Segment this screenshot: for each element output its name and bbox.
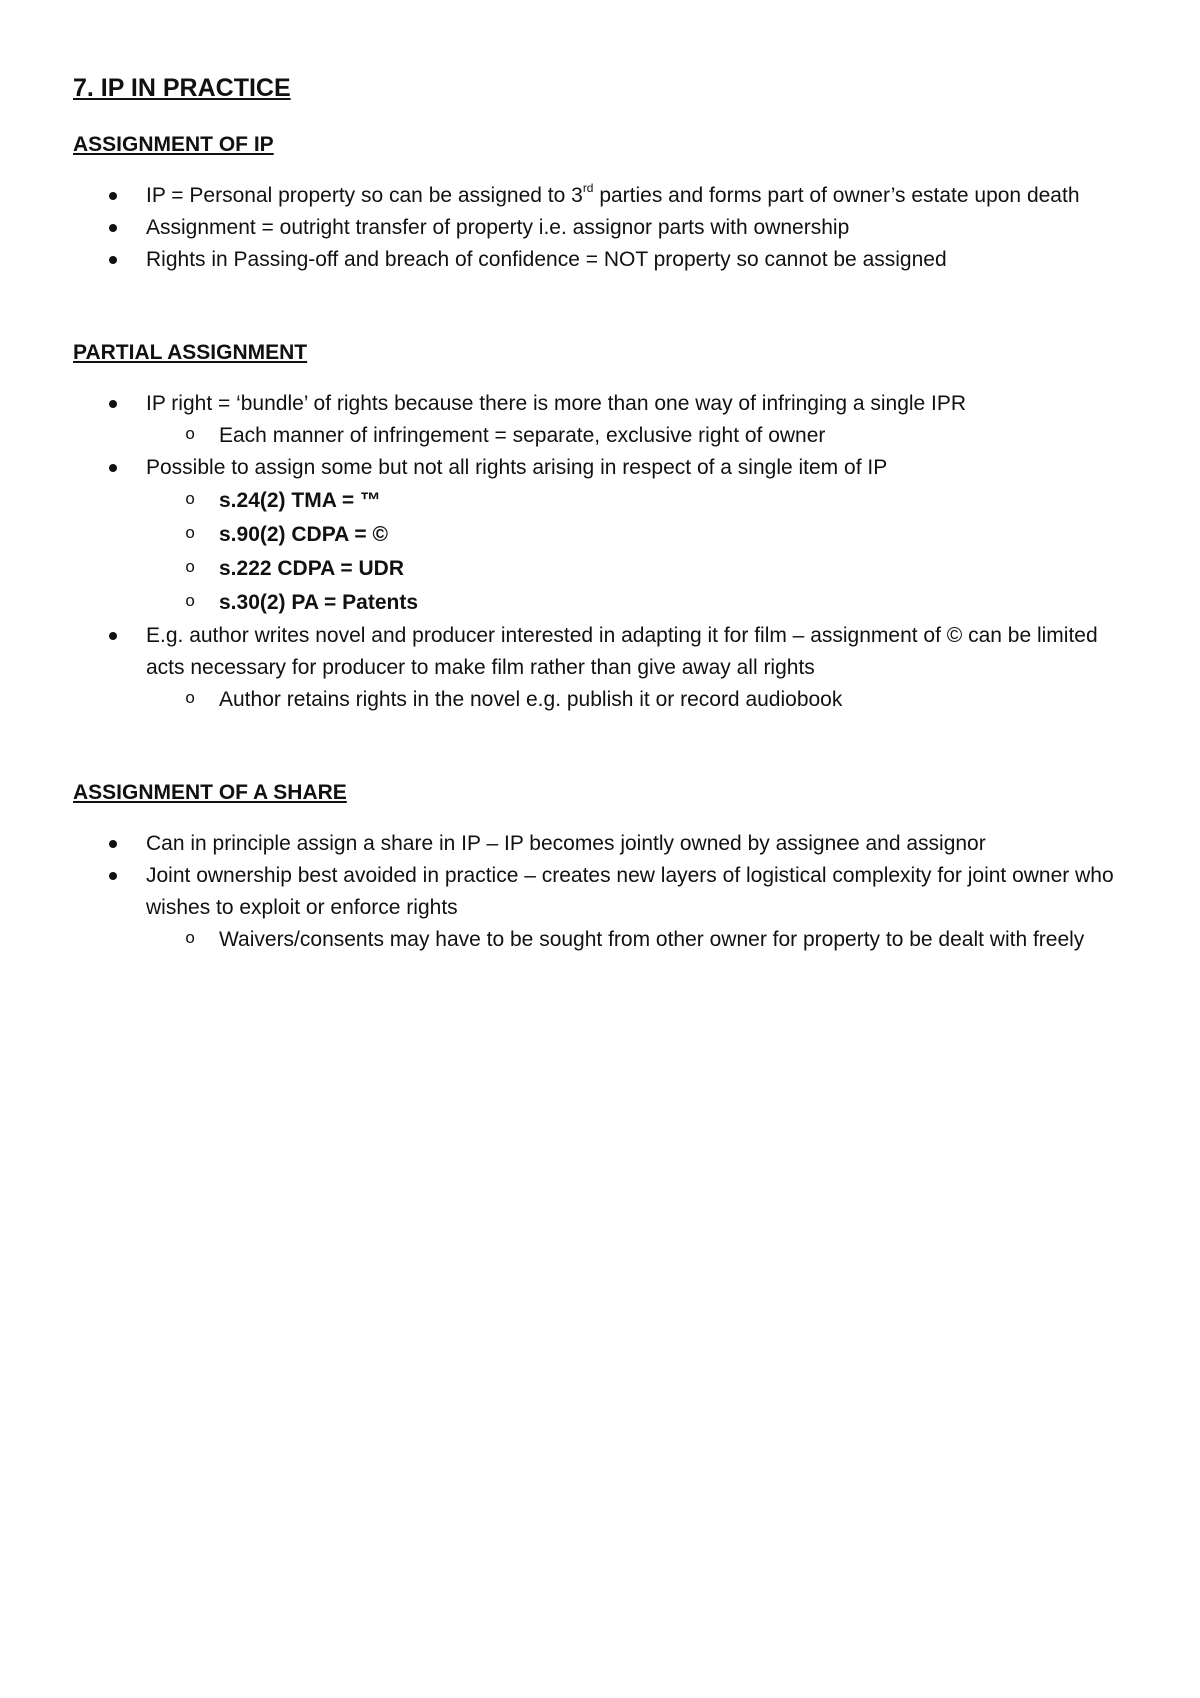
sub-list-item: o s.24(2) TMA = ™ [73, 484, 1133, 518]
sub-bullet-icon: o [185, 690, 196, 709]
list-item: IP = Personal property so can be assigned to 3rd parties and forms part of owner’s estate upon death [73, 180, 1133, 212]
sub-bullet-icon: o [185, 593, 196, 612]
sub-bullet-icon: o [185, 930, 196, 949]
section-heading-assignment-of-a-share: ASSIGNMENT OF A SHARE [73, 781, 347, 804]
sub-bullet-icon: o [185, 525, 196, 544]
section-list-partial-assignment [73, 388, 1133, 716]
bullet-icon [109, 464, 117, 472]
list-item: IP right = ‘bundle’ of rights because there is more than one way of infringing a single IPR [73, 388, 1133, 420]
list-item: Possible to assign some but not all rights arising in respect of a single item of IP [73, 452, 1133, 484]
list-item: Can in principle assign a share in IP – IP becomes jointly owned by assignee and assignor [73, 828, 1133, 860]
bullet-icon [109, 840, 117, 848]
bullet-icon [109, 192, 117, 200]
bullet-icon [109, 632, 117, 640]
bullet-icon [109, 400, 117, 408]
sub-list-item: o s.30(2) PA = Patents [73, 586, 1133, 620]
section-list-assignment-of-ip [73, 180, 1133, 276]
bullet-icon [109, 256, 117, 264]
list-item: E.g. author writes novel and producer interested in adapting it for film – assignment of © can be limited acts necessary for producer to make film rather than give away all rights [73, 620, 1133, 684]
sub-list-item: o Each manner of infringement = separate, exclusive right of owner [73, 420, 1133, 452]
page-title: 7. IP IN PRACTICE [73, 74, 291, 102]
document-page [73, 70, 1133, 956]
sub-list-item: o s.222 CDPA = UDR [73, 552, 1133, 586]
sub-bullet-icon: o [185, 426, 196, 445]
bullet-icon [109, 872, 117, 880]
sub-list-item: o s.90(2) CDPA = © [73, 518, 1133, 552]
section-heading-partial-assignment: PARTIAL ASSIGNMENT [73, 341, 308, 364]
bullet-icon [109, 224, 117, 232]
sub-bullet-icon: o [185, 559, 196, 578]
section-heading-assignment-of-ip: ASSIGNMENT OF IP [73, 133, 274, 156]
sub-list-item: o Author retains rights in the novel e.g. publish it or record audiobook [73, 684, 1133, 716]
section-list-assignment-of-a-share [73, 828, 1133, 956]
sub-bullet-icon: o [185, 491, 196, 510]
list-item: Joint ownership best avoided in practice – creates new layers of logistical complexity for joint owner who wishes to exploit or enforce rights [73, 860, 1133, 924]
list-item: Rights in Passing-off and breach of confidence = NOT property so cannot be assigned [73, 244, 1133, 276]
sub-list-item: o Waivers/consents may have to be sought from other owner for property to be dealt with freely [73, 924, 1133, 956]
list-item: Assignment = outright transfer of property i.e. assignor parts with ownership [73, 212, 1133, 244]
